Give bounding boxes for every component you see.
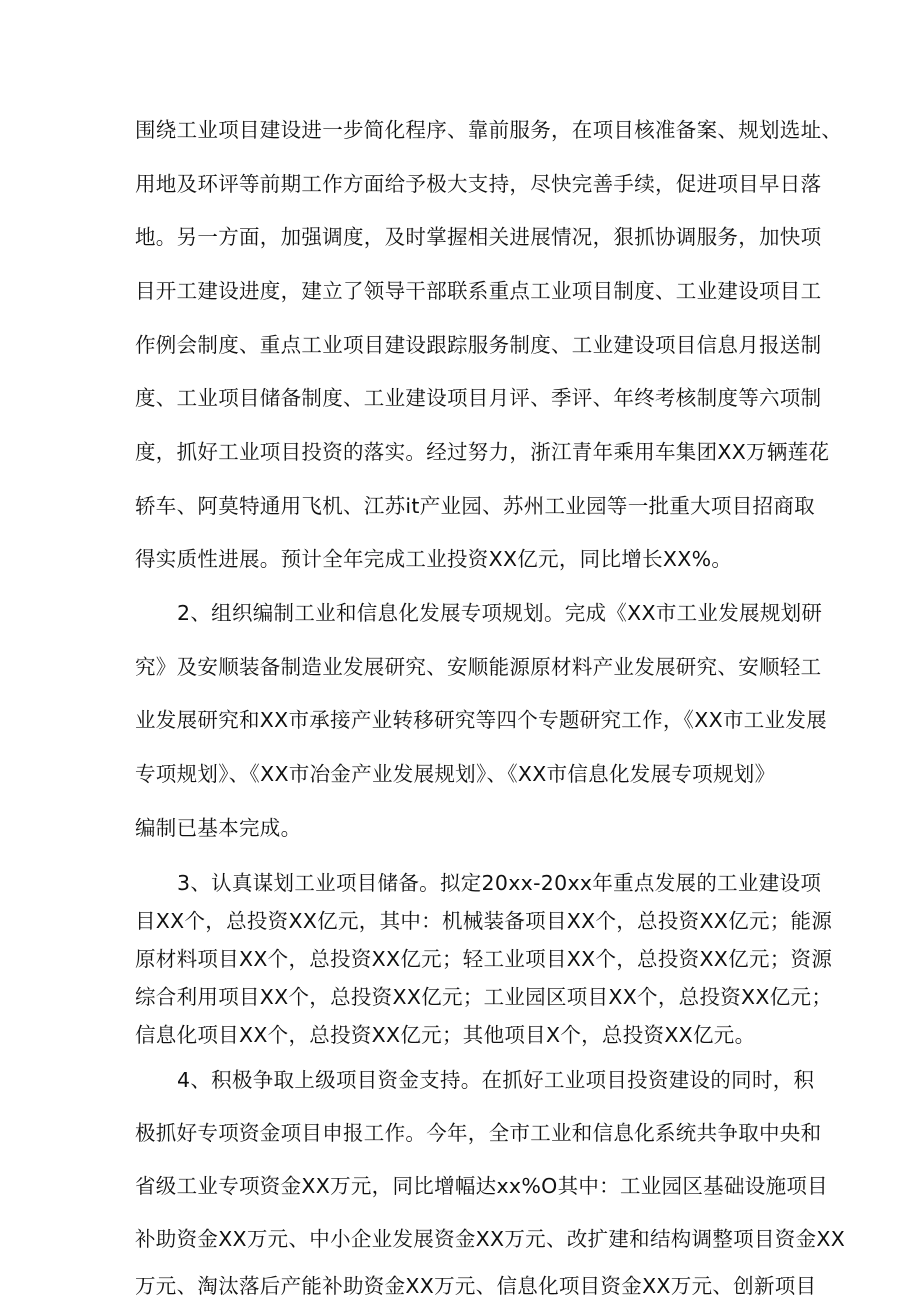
text-line: 编制已基本完成。	[135, 816, 302, 840]
text-line: 目XX个，总投资XX亿元，其中：机械装备项目XX个，总投资XX亿元；能源	[135, 909, 833, 933]
text-line: 专项规划》、《XX市冶金产业发展规划》、《XX市信息化发展专项规划》	[135, 762, 776, 786]
text-line: 得实质性进展。预计全年完成工业投资XX亿元，同比增长XX%。	[135, 547, 733, 571]
text-line: 万元、淘汰落后产能补助资金XX万元、信息化项目资金XX万元、创新项目	[135, 1274, 817, 1298]
text-line: 度、工业项目储备制度、工业建设项目月评、季评、年终考核制度等六项制	[135, 386, 822, 410]
text-line: 目开工建设进度，建立了领导干部联系重点工业项目制度、工业建设项目工	[135, 279, 822, 303]
text-line: 信息化项目XX个，总投资XX亿元；其他项目X个，总投资XX亿元。	[135, 1023, 756, 1047]
text-line: 地。另一方面，加强调度，及时掌握相关进展情况，狠抓协调服务，加快项	[135, 225, 822, 249]
text-line: 4、积极争取上级项目资金支持。在抓好工业项目投资建设的同时，积	[177, 1068, 815, 1092]
text-line: 极抓好专项资金项目申报工作。今年，全市工业和信息化系统共争取中央和	[135, 1121, 822, 1145]
text-line: 轿车、阿莫特通用飞机、江苏it产业园、苏州工业园等一批重大项目招商取	[135, 494, 815, 518]
text-line: 综合利用项目XX个，总投资XX亿元；工业园区项目XX个，总投资XX亿元；	[135, 985, 833, 1009]
text-line: 作例会制度、重点工业项目建设跟踪服务制度、工业建设项目信息月报送制	[135, 333, 822, 357]
text-line: 省级工业专项资金XX万元，同比增幅达xx%O其中：工业园区基础设施项目	[135, 1174, 828, 1198]
text-line: 业发展研究和XX市承接产业转移研究等四个专题研究工作，《XX市工业发展	[135, 708, 827, 732]
text-line: 2、组织编制工业和信息化发展专项规划。完成《XX市工业发展规划研	[177, 601, 823, 625]
text-line: 用地及环评等前期工作方面给予极大支持，尽快完善手续，促进项目早日落	[135, 172, 822, 196]
text-line: 度，抓好工业项目投资的落实。经过努力，浙江青年乘用车集团XX万辆莲花	[135, 440, 830, 464]
text-line: 原材料项目XX个，总投资XX亿元；轻工业项目XX个，总投资XX亿元；资源	[135, 947, 833, 971]
text-line: 3、认真谋划工业项目储备。拟定20xx-20xx年重点发展的工业建设项	[177, 871, 822, 895]
text-line: 补助资金XX万元、中小企业发展资金XX万元、改扩建和结构调整项目资金XX	[135, 1227, 846, 1251]
text-line: 围绕工业项目建设进一步简化程序、靠前服务，在项目核准备案、规划选址、	[135, 118, 843, 142]
text-line: 究》及安顺装备制造业发展研究、安顺能源原材料产业发展研究、安顺轻工	[135, 655, 822, 679]
